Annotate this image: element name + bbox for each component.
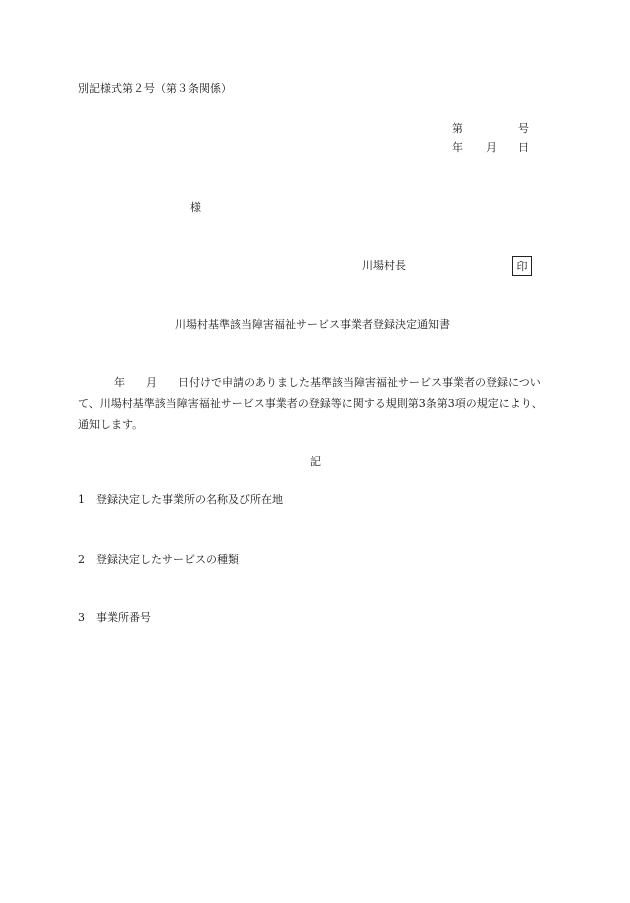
body-month: 月 [146,376,157,389]
item-2-label: 登録決定したサービスの種類 [96,553,239,566]
seal-label: 印 [516,260,528,273]
doc-no-prefix: 第 [452,122,463,135]
addressee-honorific: 様 [190,201,201,214]
item-2-number: 2 [78,553,85,566]
item-2 [78,553,239,567]
document-title: 川場村基準該当障害福祉サービス事業者登録決定通知書 [175,318,450,331]
item-1-label: 登録決定した事業所の名称及び所在地 [96,493,283,506]
form-label: 別記様式第２号（第３条関係） [78,82,232,95]
item-3 [78,611,151,625]
ki-heading: 記 [310,455,321,468]
seal-box [512,256,532,276]
body-line-1-tail: 日付けで申請のありました基準該当障害福祉サービス事業者の登録につい [178,376,541,389]
item-1-number: 1 [78,493,85,506]
body-line-1 [78,372,556,393]
item-1 [78,493,283,507]
item-3-label: 事業所番号 [96,611,151,624]
item-3-number: 3 [78,611,85,624]
date-year: 年 [452,141,463,154]
issuer-name: 川場村長 [362,259,406,272]
body-paragraph [78,372,556,435]
body-line-2: て、川場村基準該当障害福祉サービス事業者の登録等に関する規則第3条第3項の規定により、 [78,397,543,410]
date-day: 日 [518,141,529,154]
doc-no-suffix: 号 [518,122,529,135]
date-month: 月 [486,141,497,154]
body-line-3: 通知します。 [78,418,144,431]
body-year: 年 [114,376,125,389]
